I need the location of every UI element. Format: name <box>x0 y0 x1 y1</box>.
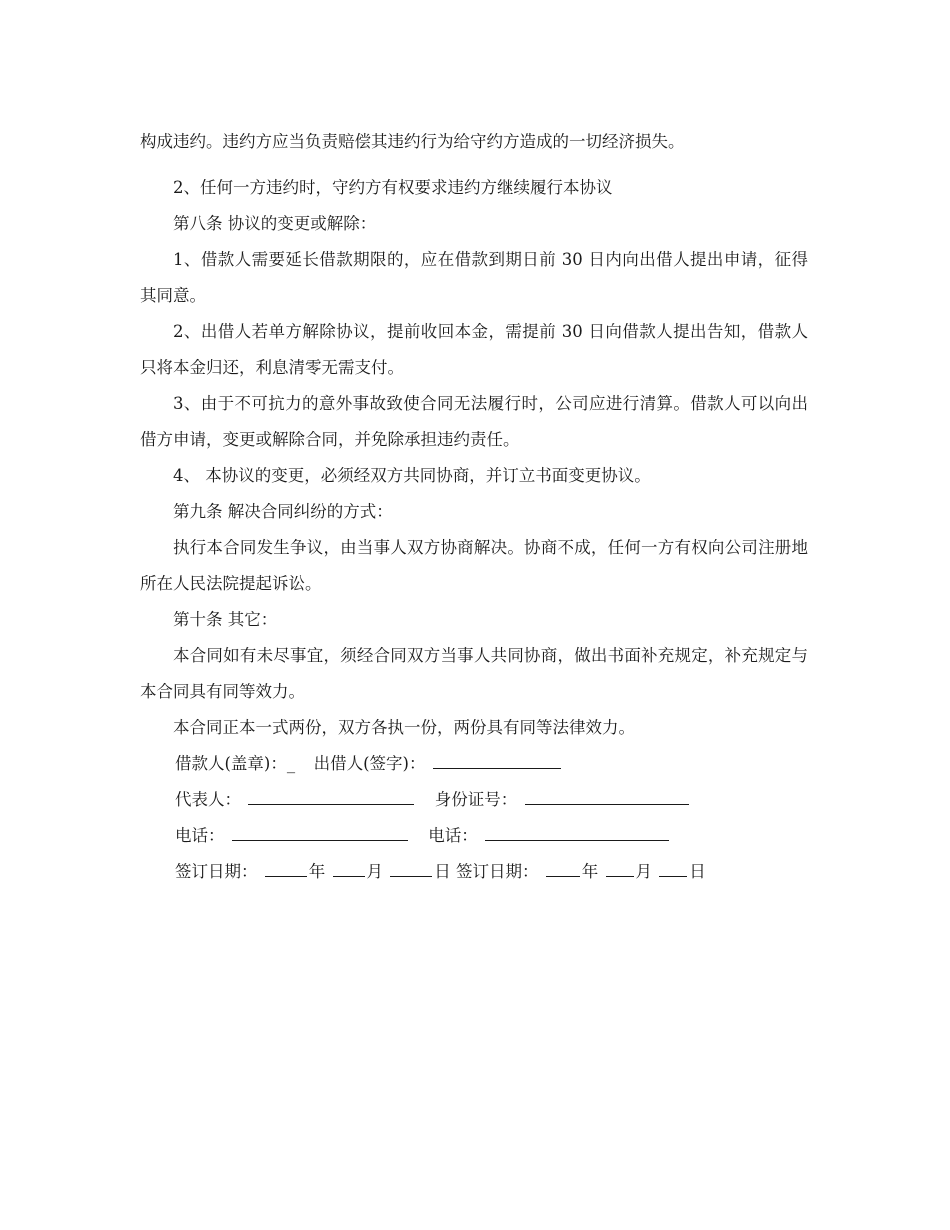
date-label-lender: 签订日期： <box>456 862 539 881</box>
month-blank-borrower <box>333 858 365 877</box>
year-blank-lender <box>546 858 580 877</box>
year-label-borrower: 年 <box>308 862 326 881</box>
paragraph-copies: 本合同正本一式两份，双方各执一份，两份具有同等法律效力。 <box>173 718 635 737</box>
paragraph-supplement: 本合同如有未尽事宜，须经合同双方当事人共同协商，做出书面补充规定，补充规定与本合同具有同等效力。 <box>140 646 808 701</box>
paragraph-dispute: 执行本合同发生争议，由当事人双方协商解决。协商不成，任何一方有权向公司注册地所在人民法院提起诉讼。 <box>140 538 808 593</box>
month-label-borrower: 月 <box>366 862 383 881</box>
id-number-blank <box>525 786 689 805</box>
phone-blank-borrower <box>232 822 408 841</box>
signature-line-representative <box>140 782 808 818</box>
month-blank-lender <box>606 858 634 877</box>
phone-label-borrower: 电话： <box>175 826 225 845</box>
year-label-lender: 年 <box>581 862 599 881</box>
article-nine-heading: 第九条 解决合同纠纷的方式： <box>173 502 393 521</box>
signature-line-parties <box>140 746 808 782</box>
contract-body <box>140 124 808 890</box>
paragraph-breach-continue: 2、任何一方违约时，守约方有权要求违约方继续履行本协议 <box>173 178 613 197</box>
paragraph-force-majeure: 3、由于不可抗力的意外事故致使合同无法履行时，公司应进行清算。借款人可以向出借方申请，变更或解除合同，并免除承担违约责任。 <box>140 394 808 449</box>
paragraph-breach-liability: 构成违约。违约方应当负责赔偿其违约行为给守约方造成的一切经济损失。 <box>140 132 685 151</box>
lender-label: 出借人(签字)： <box>313 754 426 773</box>
phone-blank-lender <box>485 822 669 841</box>
date-label-borrower: 签订日期： <box>175 862 258 881</box>
day-label-lender: 日 <box>689 862 706 881</box>
month-label-lender: 月 <box>635 862 652 881</box>
signature-line-phone <box>140 818 808 854</box>
representative-blank <box>248 786 414 805</box>
paragraph-amendment: 4、 本协议的变更，必须经双方共同协商，并订立书面变更协议。 <box>173 466 651 485</box>
phone-label-lender: 电话： <box>428 826 478 845</box>
paragraph-extend-term: 1、借款人需要延长借款期限的，应在借款到期日前 30 日内向出借人提出申请，征得其同意。 <box>140 250 808 305</box>
article-ten-heading: 第十条 其它： <box>173 610 278 629</box>
article-eight-heading: 第八条 协议的变更或解除： <box>173 214 377 233</box>
representative-label: 代表人： <box>175 790 241 809</box>
lender-signature-blank <box>433 750 561 769</box>
day-blank-lender <box>659 858 687 877</box>
paragraph-early-termination: 2、出借人若单方解除协议，提前收回本金，需提前 30 日向借款人提出告知，借款人只将本金归还，利息清零无需支付。 <box>140 322 808 377</box>
day-blank-borrower <box>390 858 432 877</box>
year-blank-borrower <box>265 858 307 877</box>
signature-line-date <box>140 854 808 890</box>
borrower-label: 借款人(盖章)：_ <box>175 754 296 773</box>
day-label-borrower: 日 <box>434 862 451 881</box>
id-number-label: 身份证号： <box>434 790 518 809</box>
